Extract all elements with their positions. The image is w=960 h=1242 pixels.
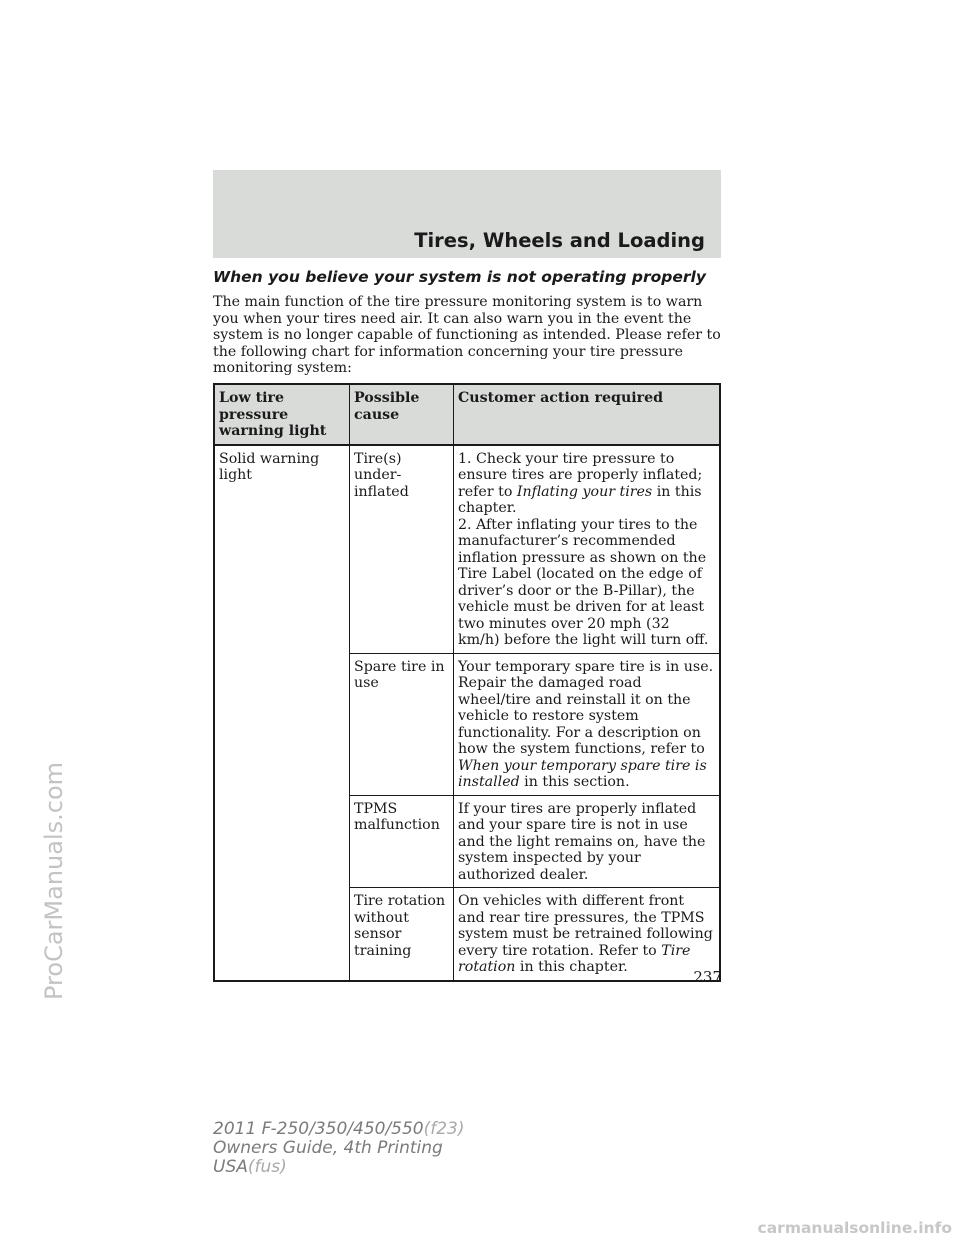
action-text: in this chapter. — [515, 959, 628, 975]
action-cell — [454, 445, 721, 654]
chapter-title: Tires, Wheels and Loading — [414, 229, 705, 252]
cause-cell: Spare tire in use — [350, 653, 454, 795]
footer-code: (fus) — [247, 1157, 287, 1177]
cause-cell: Tire rotation without sensor training — [350, 888, 454, 981]
column-header-customer-action: Customer action required — [454, 384, 721, 445]
cause-cell: Tire(s) under-inflated — [350, 445, 454, 654]
cross-reference: Inflating your tires — [516, 483, 653, 500]
action-text: 1. Check your tire pressure to ensure tires are properly inflated; refer to — [458, 450, 703, 500]
action-text: On vehicles with different front and rear tire pressures, the TPMS system must be retrained following every tire rotation. Refer to — [458, 893, 713, 959]
action-cell — [454, 888, 721, 981]
footer-line — [213, 1158, 465, 1177]
side-watermark: ProCarManuals.com — [40, 761, 68, 1000]
table-row — [214, 445, 720, 654]
action-cell — [454, 795, 721, 888]
action-text: 2. After inflating your tires to the manufacturer’s recommended inflation pressure as shown on the Tire Label (located on the edge of driver’s door or the B-Pillar), the vehicle must be driven for at least two minutes over 20 mph (32 km/h) before the light will turn off. — [458, 516, 709, 648]
tpms-chart-table — [213, 383, 721, 982]
column-header-warning-light: Low tire pressure warning light — [214, 384, 350, 445]
table-header-row — [214, 384, 720, 445]
footer-code: (f23) — [423, 1119, 465, 1139]
column-header-possible-cause: Possible cause — [350, 384, 454, 445]
action-text: If your tires are properly inflated and your spare tire is not in use and the light remains on, have the system inspected by your authorized dealer. — [458, 800, 706, 883]
document-footer — [213, 1120, 465, 1177]
intro-paragraph: The main function of the tire pressure monitoring system is to warn you when your tires need air. It can also warn you in the event the system is no longer capable of functioning as intended. Please refer to the following chart for information concerning your tire pressure monitoring system: — [213, 294, 721, 376]
section-heading: When you believe your system is not operating properly — [213, 268, 706, 286]
warning-light-cell: Solid warning light — [214, 445, 350, 981]
footer-market: USA — [213, 1157, 248, 1177]
cross-reference: Tire rotation — [458, 942, 691, 975]
page-number: 237 — [693, 968, 722, 986]
cause-cell: TPMS malfunction — [350, 795, 454, 888]
footer-line: Owners Guide, 4th Printing — [213, 1138, 443, 1158]
action-text: in this section. — [519, 774, 630, 790]
action-text: Your temporary spare tire is in use. Repair the damaged road wheel/tire and reinstall it on the vehicle to restore system functionality. For a description on how the system functions, refer to — [458, 658, 714, 757]
cross-reference: When your temporary spare tire is installed — [458, 757, 707, 790]
action-text: in this chapter. — [458, 483, 702, 516]
section-header-band — [213, 170, 721, 258]
footer-line — [213, 1120, 465, 1139]
bottom-watermark: carmanualsonline.info — [757, 1219, 952, 1237]
footer-model: 2011 F-250/350/450/550 — [213, 1119, 424, 1139]
action-cell — [454, 653, 721, 795]
